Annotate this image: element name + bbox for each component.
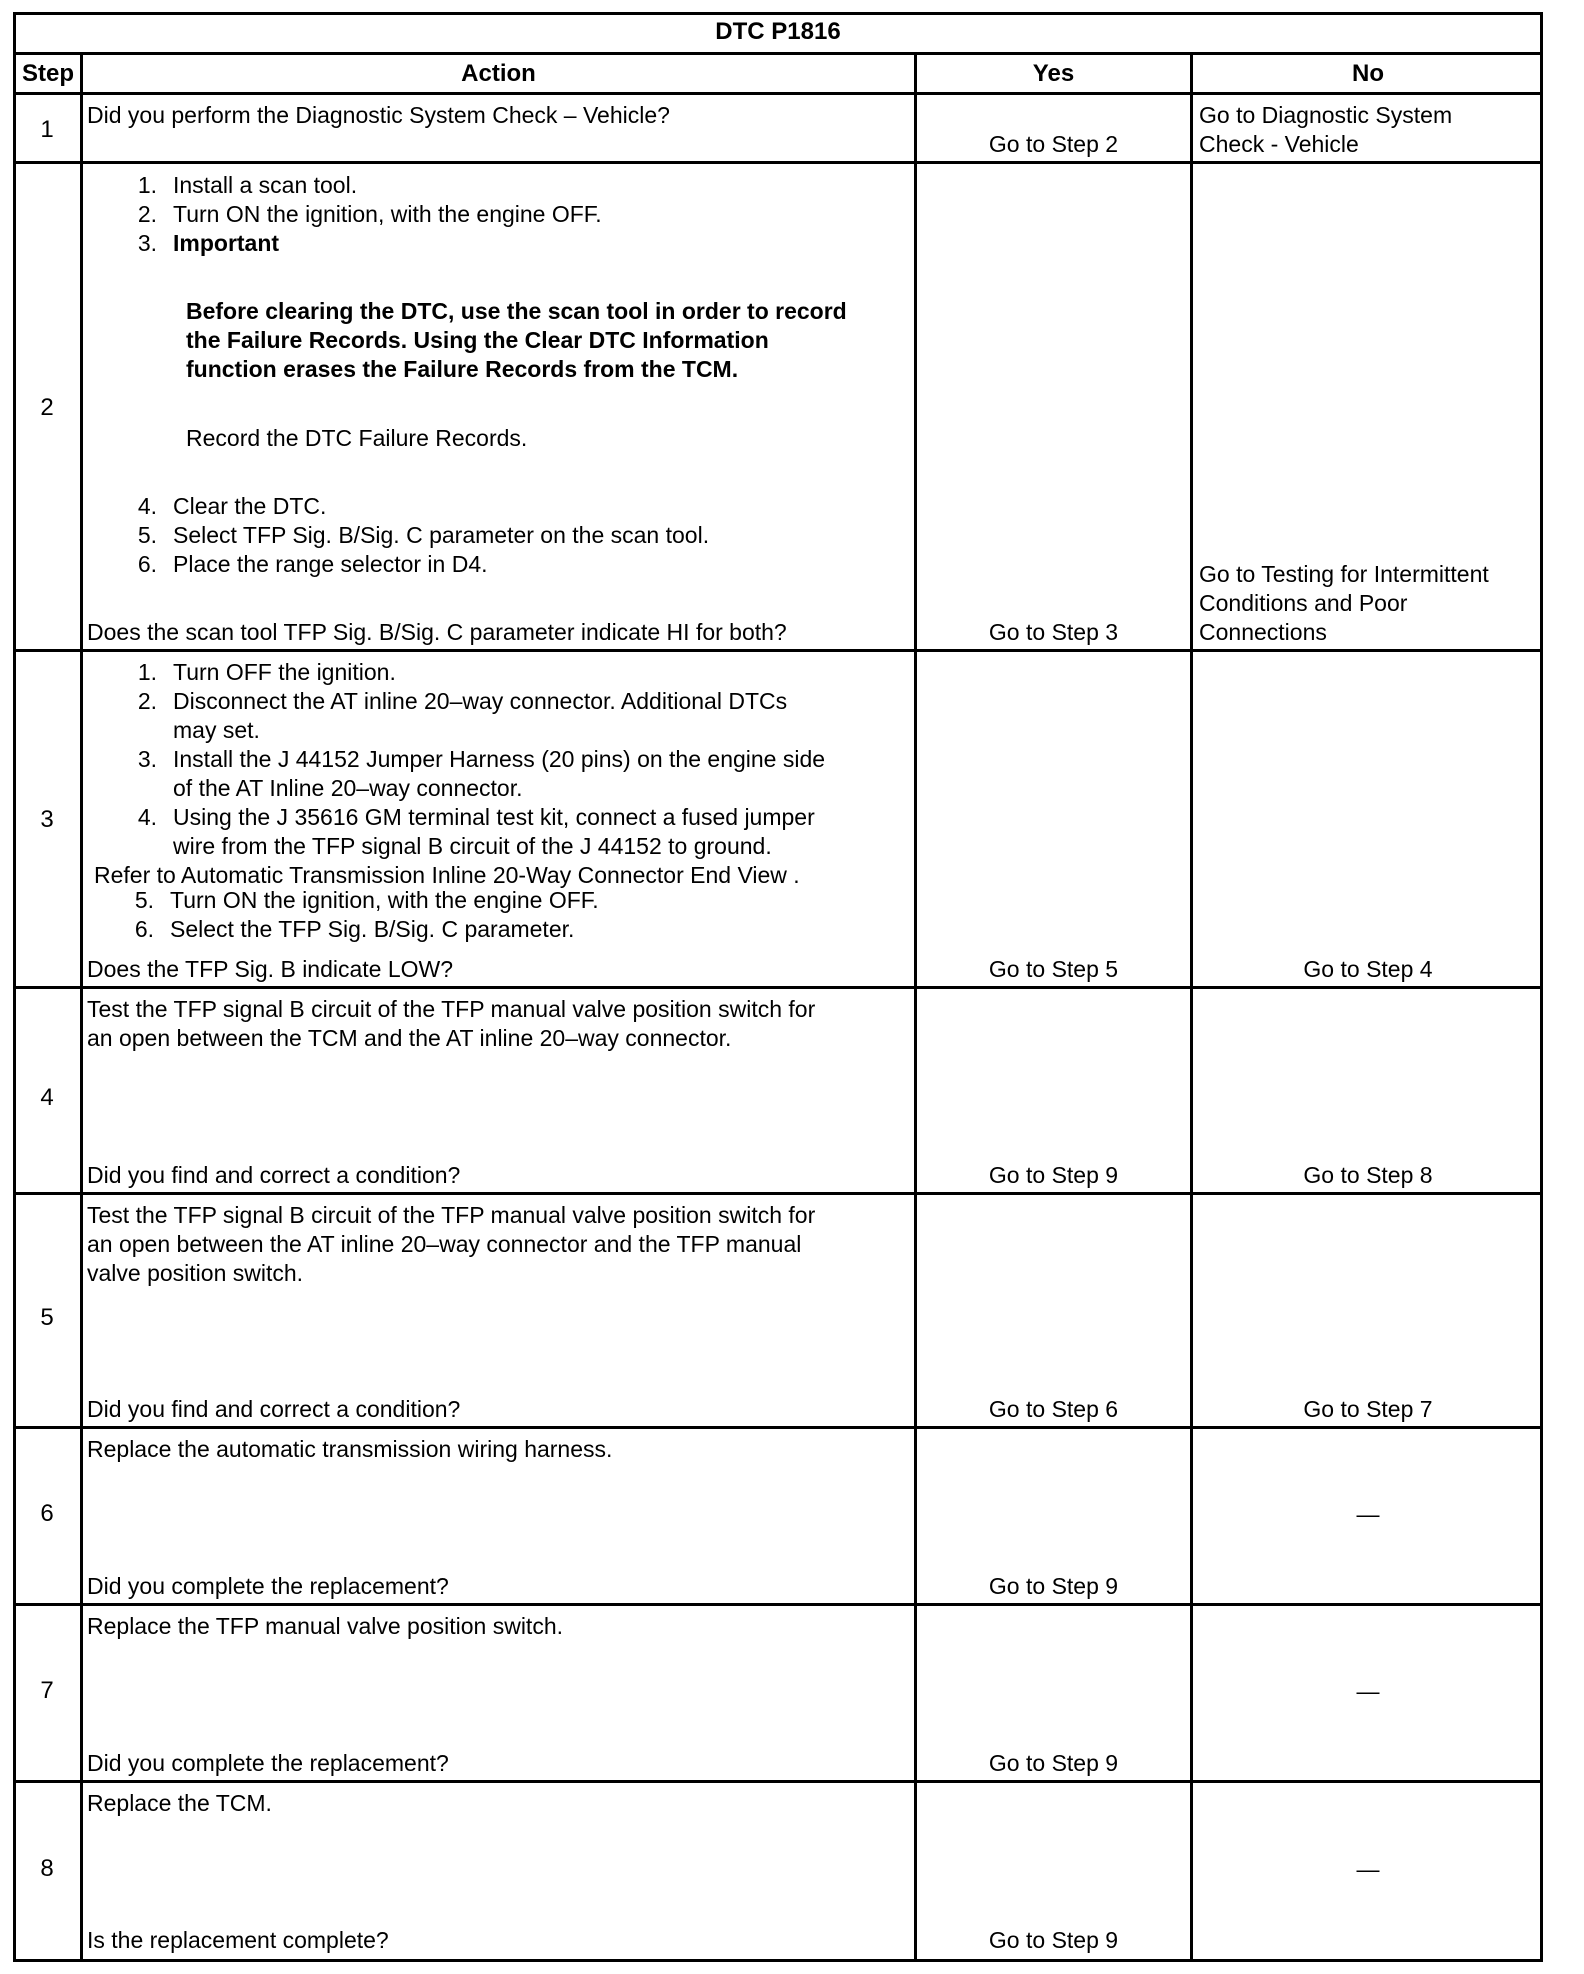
action-text: Replace the TCM. xyxy=(87,1790,272,1816)
item-text: Disconnect the AT inline 20–way connector. Additional DTCs xyxy=(173,688,788,714)
item-number: 5. xyxy=(137,522,157,548)
yes-link[interactable]: Go to Step 9 xyxy=(988,1573,1119,1599)
action-text: Did you perform the Diagnostic System Check – Vehicle? xyxy=(87,102,670,128)
yes-link[interactable]: Go to Step 6 xyxy=(988,1396,1119,1422)
item-text-cont: may set. xyxy=(173,717,260,743)
header-yes: Yes xyxy=(1032,60,1075,87)
action-text: an open between the AT inline 20–way connector and the TFP manual xyxy=(87,1231,802,1257)
item-text: Select TFP Sig. B/Sig. C parameter on the scan tool. xyxy=(173,522,710,548)
item-number: 6. xyxy=(134,916,154,942)
header-no: No xyxy=(1352,60,1384,87)
header-step: Step xyxy=(21,60,74,87)
item-text: Place the range selector in D4. xyxy=(173,551,488,577)
record-instruction: Record the DTC Failure Records. xyxy=(186,425,528,451)
question-text: Did you find and correct a condition? xyxy=(87,1162,461,1188)
column-rule xyxy=(1190,52,1193,1962)
item-text: Turn ON the ignition, with the engine OFF. xyxy=(173,201,602,227)
item-number: 5. xyxy=(134,887,154,913)
important-label: Important xyxy=(173,230,280,256)
item-text: Using the J 35616 GM terminal test kit, connect a fused jumper xyxy=(173,804,815,830)
action-text: Test the TFP signal B circuit of the TFP manual valve position switch for xyxy=(87,1202,816,1228)
rule xyxy=(13,1603,1543,1606)
item-text-cont: wire from the TFP signal B circuit of the J 44152 to ground. xyxy=(173,833,772,859)
yes-link[interactable]: Go to Step 9 xyxy=(988,1927,1119,1953)
no-dash: — xyxy=(1356,1501,1380,1527)
rule xyxy=(13,1192,1543,1195)
step-number: 8 xyxy=(40,1855,54,1882)
action-text: an open between the TCM and the AT inline 20–way connector. xyxy=(87,1025,732,1051)
item-text: Turn ON the ignition, with the engine OFF. xyxy=(170,887,599,913)
item-number: 1. xyxy=(137,172,157,198)
column-rule xyxy=(914,52,917,1962)
step-number: 5 xyxy=(40,1304,54,1331)
yes-link[interactable]: Go to Step 2 xyxy=(988,131,1119,157)
question-text: Is the replacement complete? xyxy=(87,1927,389,1953)
question-text: Did you complete the replacement? xyxy=(87,1750,449,1776)
question-text: Does the TFP Sig. B indicate LOW? xyxy=(87,956,454,982)
step-number: 7 xyxy=(40,1677,54,1704)
important-note-line: function erases the Failure Records from the TCM. xyxy=(186,356,739,382)
item-number: 3. xyxy=(137,746,157,772)
action-text: Replace the automatic transmission wiring harness. xyxy=(87,1436,613,1462)
yes-link[interactable]: Go to Step 9 xyxy=(988,1162,1119,1188)
question-text: Did you find and correct a condition? xyxy=(87,1396,461,1422)
step-number: 4 xyxy=(40,1084,54,1111)
item-number: 6. xyxy=(137,551,157,577)
no-link[interactable]: Conditions and Poor xyxy=(1199,590,1408,616)
refer-link[interactable]: Refer to Automatic Transmission Inline 20-Way Connector End View . xyxy=(94,862,800,888)
no-link[interactable]: Go to Step 8 xyxy=(1303,1162,1433,1188)
question-text: Does the scan tool TFP Sig. B/Sig. C parameter indicate HI for both? xyxy=(87,619,787,645)
no-link[interactable]: Go to Diagnostic System xyxy=(1199,102,1453,128)
no-link[interactable]: Go to Step 4 xyxy=(1303,956,1433,982)
action-text: Replace the TFP manual valve position switch. xyxy=(87,1613,564,1639)
item-number: 1. xyxy=(137,659,157,685)
question-text: Did you complete the replacement? xyxy=(87,1573,449,1599)
no-link[interactable]: Check - Vehicle xyxy=(1199,131,1359,157)
item-text: Select the TFP Sig. B/Sig. C parameter. xyxy=(170,916,575,942)
table-title: DTC P1816 xyxy=(715,18,841,45)
yes-link[interactable]: Go to Step 9 xyxy=(988,1750,1119,1776)
item-number: 4. xyxy=(137,493,157,519)
no-dash: — xyxy=(1356,1678,1380,1704)
item-text-cont: of the AT Inline 20–way connector. xyxy=(173,775,523,801)
column-rule xyxy=(80,52,83,1962)
item-text: Turn OFF the ignition. xyxy=(173,659,396,685)
step-number: 2 xyxy=(40,394,54,421)
rule xyxy=(13,161,1543,164)
step-number: 1 xyxy=(40,116,54,143)
rule xyxy=(13,92,1543,95)
step-number: 6 xyxy=(40,1500,54,1527)
item-text: Install a scan tool. xyxy=(173,172,358,198)
item-number: 2. xyxy=(137,688,157,714)
important-note-line: the Failure Records. Using the Clear DTC Information xyxy=(186,327,769,353)
rule xyxy=(13,1426,1543,1429)
yes-link[interactable]: Go to Step 3 xyxy=(988,619,1119,645)
no-link[interactable]: Go to Testing for Intermittent xyxy=(1199,561,1489,587)
no-link[interactable]: Go to Step 7 xyxy=(1303,1396,1433,1422)
action-text: Test the TFP signal B circuit of the TFP manual valve position switch for xyxy=(87,996,816,1022)
no-dash: — xyxy=(1356,1856,1380,1882)
item-number: 4. xyxy=(137,804,157,830)
action-text: valve position switch. xyxy=(87,1260,304,1286)
item-number: 2. xyxy=(137,201,157,227)
step-number: 3 xyxy=(40,806,54,833)
header-action: Action xyxy=(461,60,536,87)
item-text: Clear the DTC. xyxy=(173,493,327,519)
yes-link[interactable]: Go to Step 5 xyxy=(988,956,1119,982)
item-text: Install the J 44152 Jumper Harness (20 pins) on the engine side xyxy=(173,746,826,772)
rule xyxy=(13,1780,1543,1783)
rule xyxy=(13,649,1543,652)
no-link[interactable]: Connections xyxy=(1199,619,1327,645)
important-note-line: Before clearing the DTC, use the scan tool in order to record xyxy=(186,298,847,324)
item-number: 3. xyxy=(137,230,157,256)
rule xyxy=(13,52,1543,55)
rule xyxy=(13,986,1543,989)
